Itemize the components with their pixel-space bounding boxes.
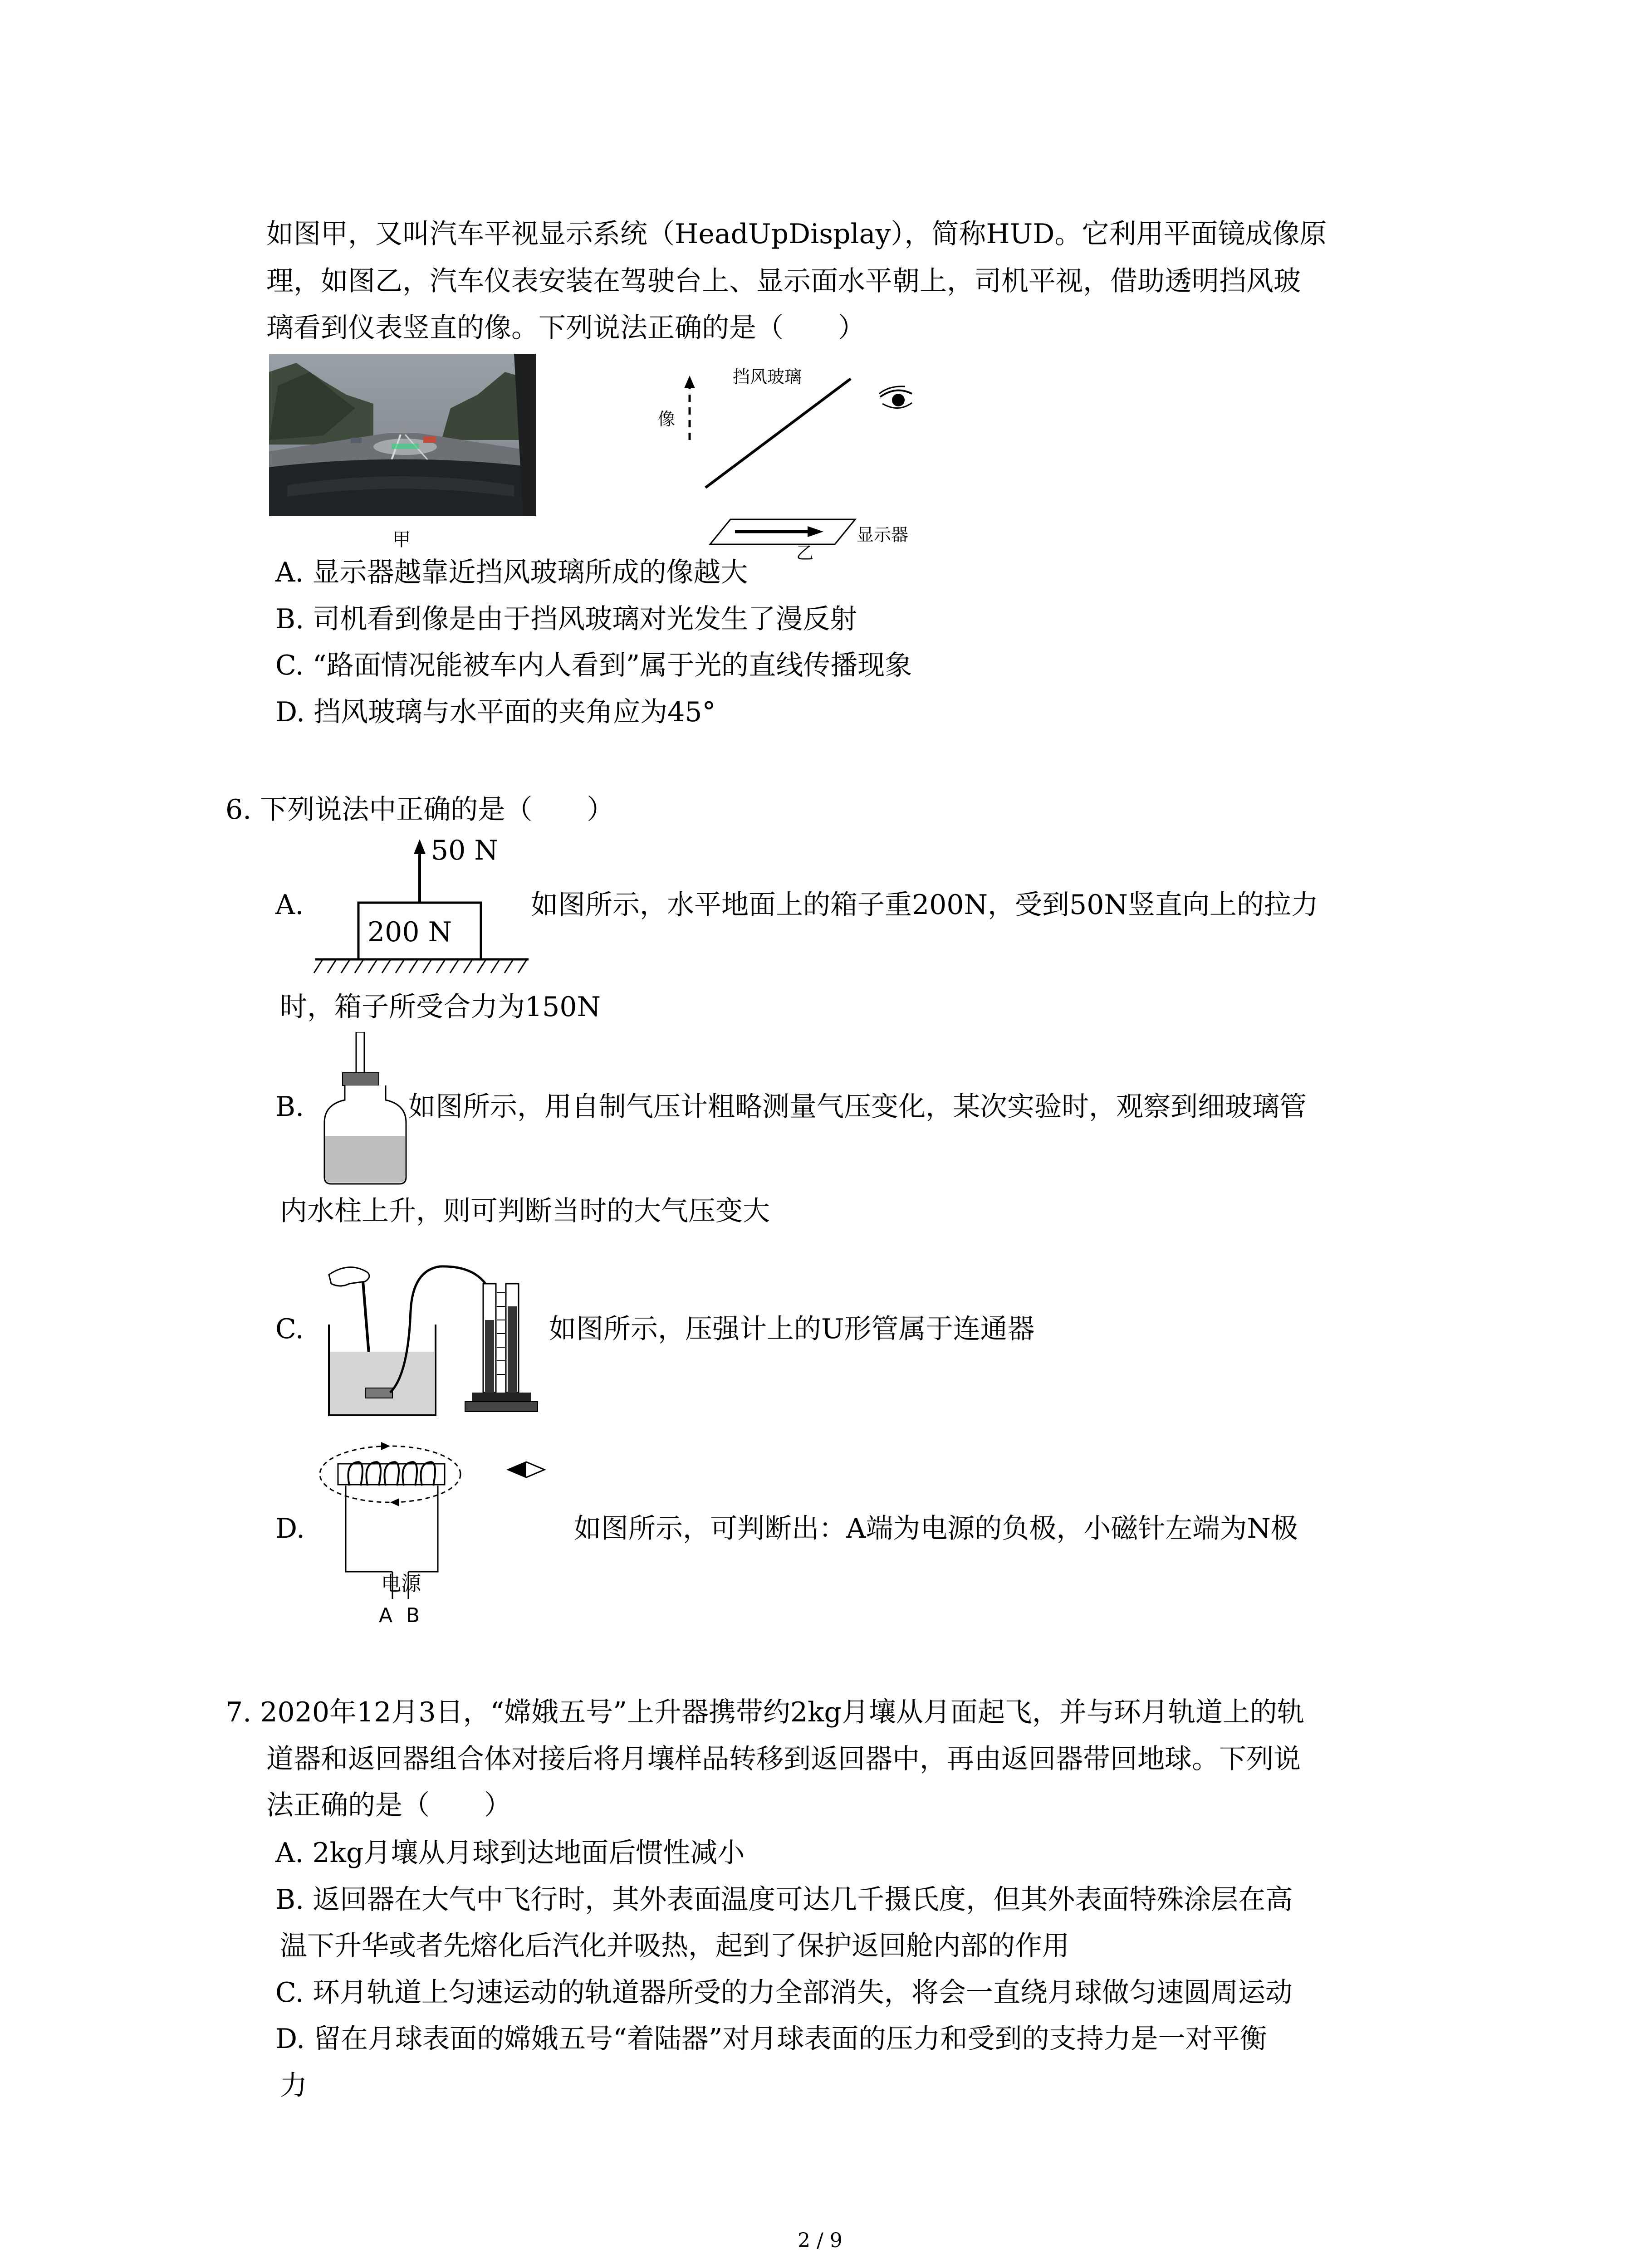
q7-stem-line-2: 道器和返回器组合体对接后将月壤样品转移到返回器中，再由返回器带回地球。下列说 bbox=[266, 1743, 1301, 1775]
q7-option-d-line-2: 力 bbox=[280, 2070, 307, 2102]
q7-option-c: C. 环月轨道上匀速运动的轨道器所受的力全部消失，将会一直绕月球做匀速圆周运动 bbox=[275, 1977, 1293, 2009]
force-label: 50 N bbox=[431, 835, 498, 866]
image-label: 像 bbox=[658, 409, 676, 429]
q7-option-b-line-2: 温下升华或者先熔化后汽化并吸热，起到了保护返回舱内部的作用 bbox=[280, 1930, 1069, 1962]
q5-option-b: B. 司机看到像是由于挡风玻璃对光发生了漫反射 bbox=[275, 603, 857, 635]
eye-icon bbox=[879, 386, 912, 408]
box-weight-label: 200 N bbox=[367, 916, 452, 948]
q6-d-text: 如图所示，可判断出：A端为电源的负极，小磁针左端为N极 bbox=[574, 1513, 1298, 1545]
q6-b-text-line-1: 如图所示，用自制气压计粗略测量气压变化，某次实验时，观察到细玻璃管 bbox=[408, 1091, 1307, 1123]
q5-option-c: C. “路面情况能被车内人看到”属于光的直线传播现象 bbox=[275, 650, 912, 681]
hud-schematic bbox=[644, 358, 926, 563]
fig-jia-label: 甲 bbox=[392, 529, 411, 550]
q5-option-d: D. 挡风玻璃与水平面的夹角应为45° bbox=[275, 696, 716, 728]
q6-b-text-line-2: 内水柱上升，则可判断当时的大气压变大 bbox=[280, 1195, 770, 1227]
q7-stem-line-3: 法正确的是（ ） bbox=[266, 1789, 511, 1821]
q6-c-letter: C. bbox=[275, 1313, 304, 1345]
q7-option-d-line-1: D. 留在月球表面的嫦娥五号“着陆器”对月球表面的压力和受到的支持力是一对平衡 bbox=[275, 2023, 1267, 2055]
terminal-a-label: A bbox=[379, 1604, 393, 1627]
barometer-bottle-diagram bbox=[320, 1032, 411, 1186]
q6-c-text: 如图所示，压强计上的U形管属于连通器 bbox=[549, 1313, 1035, 1345]
terminal-b-label: B bbox=[406, 1604, 420, 1627]
solenoid-circuit-diagram bbox=[318, 1436, 572, 1640]
q7-stem-line-1: 7. 2020年12月3日，“嫦娥五号”上升器携带约2kg月壤从月面起飞，并与环月轨道上的轨 bbox=[225, 1696, 1304, 1728]
q5-stem-line-3: 璃看到仪表竖直的像。下列说法正确的是（ ） bbox=[266, 312, 865, 344]
q6-b-letter: B. bbox=[275, 1091, 304, 1123]
q7-option-a: A. 2kg月壤从月球到达地面后惯性减小 bbox=[275, 1837, 745, 1869]
q6-a-text-line-2: 时，箱子所受合力为150N bbox=[280, 991, 601, 1023]
display-label: 显示器 bbox=[857, 525, 909, 545]
power-source-label: 电源 bbox=[381, 1572, 421, 1595]
pressure-gauge-diagram bbox=[322, 1256, 544, 1420]
q5-option-a: A. 显示器越靠近挡风玻璃所成的像越大 bbox=[275, 557, 748, 588]
q5-stem-line-1: 如图甲，又叫汽车平视显示系统（HeadUpDisplay），简称HUD。它利用平面镜成像原 bbox=[266, 218, 1327, 250]
fig-yi-label: 乙 bbox=[796, 543, 814, 563]
q6-d-letter: D. bbox=[275, 1513, 305, 1545]
q5-stem-line-2: 理，如图乙，汽车仪表安装在驾驶台上、显示面水平朝上，司机平视，借助透明挡风玻 bbox=[266, 265, 1301, 297]
windshield-label: 挡风玻璃 bbox=[733, 367, 802, 387]
q6-stem: 6. 下列说法中正确的是（ ） bbox=[225, 794, 614, 826]
box-force-diagram bbox=[309, 837, 535, 978]
q7-option-b-line-1: B. 返回器在大气中飞行时，其外表面温度可达几千摄氏度，但其外表面特殊涂层在高 bbox=[275, 1884, 1293, 1916]
q6-a-text-line-1: 如图所示，水平地面上的箱子重200N，受到50N竖直向上的拉力 bbox=[531, 889, 1318, 921]
hud-dashboard-photo bbox=[269, 354, 536, 516]
page-number: 2 / 9 bbox=[798, 2229, 843, 2252]
q6-a-letter: A. bbox=[275, 889, 304, 921]
